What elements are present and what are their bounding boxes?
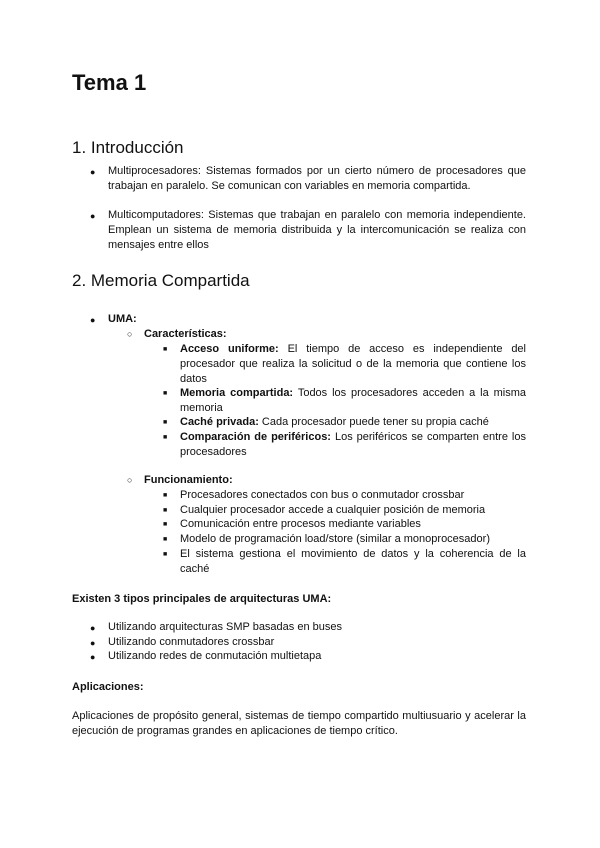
square-bullet-icon: ■ [163,551,168,558]
bullet-icon: ● [90,638,96,648]
square-bullet-icon: ■ [163,419,168,426]
square-bullet-icon: ■ [163,492,168,499]
list-item: El sistema gestiona el movimiento de datos y la coherencia de la caché [180,548,526,575]
square-bullet-icon: ■ [163,521,168,528]
list-item: Caché privada: Cada procesador puede tener su propia caché [180,416,489,428]
square-bullet-icon: ■ [163,536,168,543]
list-item: Memoria compartida: Todos los procesadores acceden a la misma memoria [180,387,526,414]
list-item: Utilizando conmutadores crossbar [108,636,275,648]
aplicaciones-heading: Aplicaciones: [72,681,144,693]
bullet-icon: ● [90,211,96,221]
caracteristicas-label: Características: [144,328,227,340]
funcionamiento-label: Funcionamiento: [144,474,233,486]
aplicaciones-paragraph: Aplicaciones de propósito general, sistemas de tiempo compartido multiusuario y acelerar la ejecución de programas grandes en aplicaciones de tiempo crítico. [72,710,526,737]
list-item: Procesadores conectados con bus o conmutador crossbar [180,489,465,501]
list-item: Multiprocesadores: Sistemas formados por un cierto número de procesadores que trabajan en paralelo. Se comunican con variables en memoria compartida. [108,165,526,192]
hollow-bullet-icon: ○ [127,475,133,485]
list-item: Modelo de programación load/store (similar a monoprocesador) [180,533,490,545]
bullet-icon: ● [90,623,96,633]
section-heading-memoria-compartida: 2. Memoria Compartida [72,271,250,290]
section-heading-introduccion: 1. Introducción [72,138,184,157]
list-item: Comparación de periféricos: Los periféricos se comparten entre los procesadores [180,431,526,458]
square-bullet-icon: ■ [163,346,168,353]
list-item: Utilizando redes de conmutación multietapa [108,650,322,662]
square-bullet-icon: ■ [163,507,168,514]
hollow-bullet-icon: ○ [127,329,133,339]
bullet-icon: ● [90,652,96,662]
uma-label: UMA: [108,313,137,325]
list-item: Multicomputadores: Sistemas que trabajan en paralelo con memoria independiente. Emplean un sistema de memoria distribuida y la intercomunicación se realiza con mensajes entre ellos [108,209,526,251]
tipos-heading: Existen 3 tipos principales de arquitecturas UMA: [72,593,332,605]
list-item: Acceso uniforme: El tiempo de acceso es independiente del procesador que realiza la solicitud o de la memoria que contiene los datos [180,343,526,385]
bullet-icon: ● [90,167,96,177]
list-item: Utilizando arquitecturas SMP basadas en buses [108,621,342,633]
bullet-icon: ● [90,315,96,325]
page-title: Tema 1 [72,70,147,95]
list-item: Cualquier procesador accede a cualquier posición de memoria [180,504,486,516]
list-item: Comunicación entre procesos mediante variables [180,518,421,530]
square-bullet-icon: ■ [163,390,168,397]
square-bullet-icon: ■ [163,434,168,441]
